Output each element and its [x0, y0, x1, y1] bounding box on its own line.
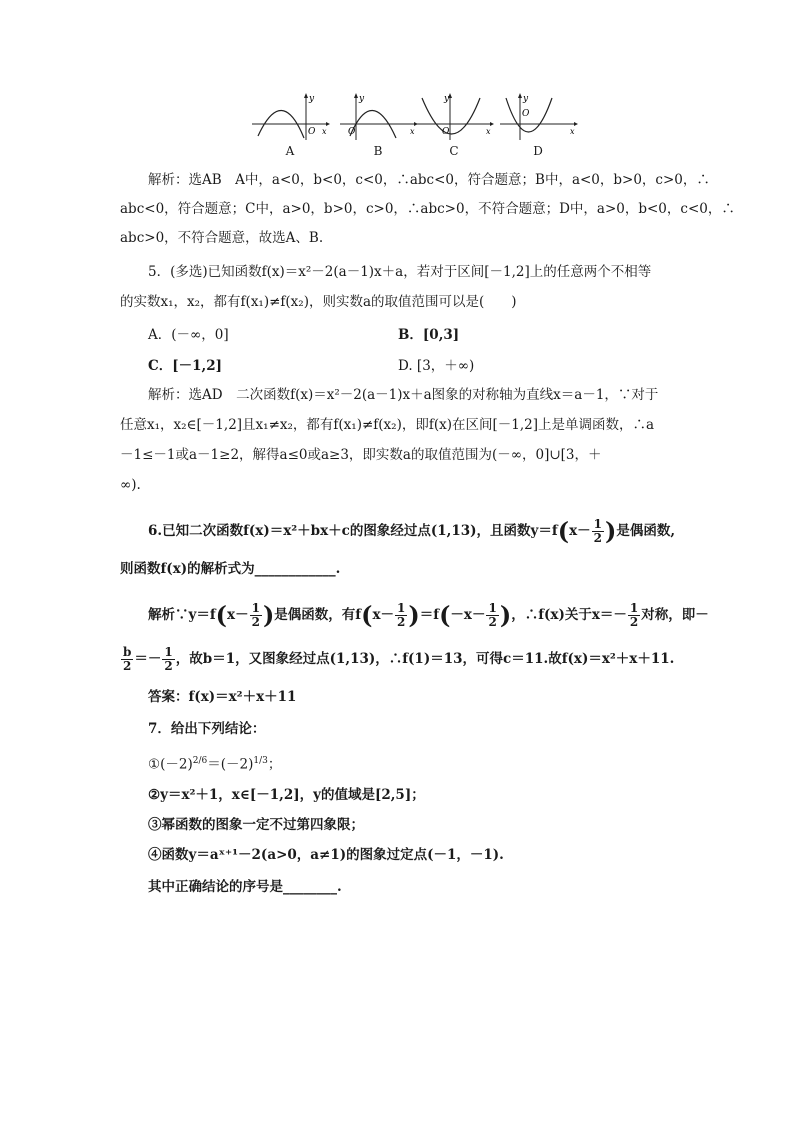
q7-item-4: ④函数y＝aˣ⁺¹－2(a>0，a≠1)的图象过定点(－1，－1).: [148, 847, 504, 863]
graph-c-label: C: [449, 144, 459, 158]
svg-text:x: x: [322, 127, 327, 136]
q6-answer: 答案：f(x)＝x²＋x＋11: [148, 689, 297, 705]
q5-option-b: B．[0,3]: [398, 327, 460, 343]
q7-item-2: ②y＝x²＋1，x∈[－1,2]，y的值域是[2,5]；: [148, 787, 425, 803]
svg-text:x: x: [410, 127, 415, 136]
graph-b-plot: [338, 92, 418, 142]
q4-solution-line-2: abc<0，符合题意；C中，a>0，b>0，c>0，∴abc>0，不符合题意；D中，a>0，b<0，c<0，∴: [120, 201, 735, 217]
q5-solution-line-3: －1≤－1或a－1≥2，解得a≤0或a≥3，即实数a的取值范围为(－∞，0]∪[3，＋: [120, 447, 602, 463]
graph-d-label: D: [533, 144, 543, 158]
q5-option-d: D. [3，＋∞): [398, 358, 475, 374]
svg-text:x: x: [570, 127, 575, 136]
graph-b-label: B: [373, 144, 383, 158]
q5-solution-line-4: ∞).: [120, 477, 141, 493]
parabola-graphs: [250, 92, 580, 162]
svg-text:y: y: [444, 94, 450, 104]
q4-solution-line-3: abc>0，不符合题意，故选A、B.: [120, 230, 324, 246]
graph-b: [338, 92, 418, 162]
graph-a-plot: [250, 92, 330, 142]
q7-question: 其中正确结论的序号是________.: [148, 879, 342, 895]
graph-c: [414, 92, 494, 162]
q5-solution-line-2: 任意x₁，x₂∈[－1,2]且x₁≠x₂，都有f(x₁)≠f(x₂)，即f(x)在区间[－1,2]上是单调函数，∴a: [120, 417, 655, 433]
graph-d: [498, 92, 578, 162]
q5-stem-line-2: 的实数x₁，x₂，都有f(x₁)≠f(x₂)，则实数a的取值范围可以是( ): [120, 294, 517, 310]
svg-text:O: O: [442, 127, 450, 137]
svg-text:O: O: [348, 127, 356, 137]
q6-solution-line-2: $\frac{b}{2}$ ＝－ $\frac{1}{2}$ ，故b＝1，又图象经过点(1,13)，∴f(1)＝13，可得c＝11.故f(x)＝x²＋x＋11.: [123, 645, 675, 673]
svg-text:O: O: [308, 127, 316, 137]
q6-stem-line-1: 6.已知二次函数f(x)＝x²＋bx＋c的图象经过点(1,13)，且函数y＝f(x－ $\frac{1}{2}$ )是偶函数,: [148, 516, 676, 546]
fraction-half: $\frac{1}{2}$: [593, 517, 602, 545]
q5-option-c: C．[－1,2]: [148, 358, 223, 374]
graph-d-plot: [498, 92, 578, 142]
q6-stem-line-2: 则函数f(x)的解析式为____________.: [120, 561, 341, 577]
q6-solution-line-1: 解析∵y＝f(x－ $\frac{1}{2}$ )是偶函数，有f(x－ $\frac{1}{2}$ )＝f(－x－ $\frac{1}{2}$ )，∴f(x)关于x＝－ $\frac{1}{2}$ 对称，即－: [148, 600, 709, 630]
svg-text:y: y: [359, 94, 365, 104]
q7-item-3: ③幂函数的图象一定不过第四象限；: [148, 817, 364, 833]
graph-a: [250, 92, 330, 162]
svg-text:x: x: [486, 127, 491, 136]
graph-c-plot: [414, 92, 494, 142]
svg-text:O: O: [522, 109, 530, 119]
q7-item-1: $①(-2)^{2/6}=(-2)^{1/3}$；: [148, 756, 282, 773]
graph-a-label: A: [285, 144, 295, 158]
q5-solution-line-1: 解析：选AD 二次函数f(x)＝x²－2(a－1)x＋a图象的对称轴为直线x＝a－1，∵对于: [148, 387, 659, 403]
q5-option-a: A．(－∞，0]: [148, 327, 229, 343]
svg-text:y: y: [309, 94, 315, 104]
svg-text:y: y: [523, 94, 529, 104]
q7-stem: 7．给出下列结论：: [148, 721, 266, 737]
q5-stem-line-1: 5．(多选)已知函数f(x)＝x²－2(a－1)x＋a，若对于区间[－1,2]上的任意两个不相等: [148, 264, 652, 280]
q4-solution-line-1: 解析：选AB A中，a<0，b<0，c<0，∴abc<0，符合题意；B中，a<0，b>0，c>0，∴: [148, 172, 710, 188]
